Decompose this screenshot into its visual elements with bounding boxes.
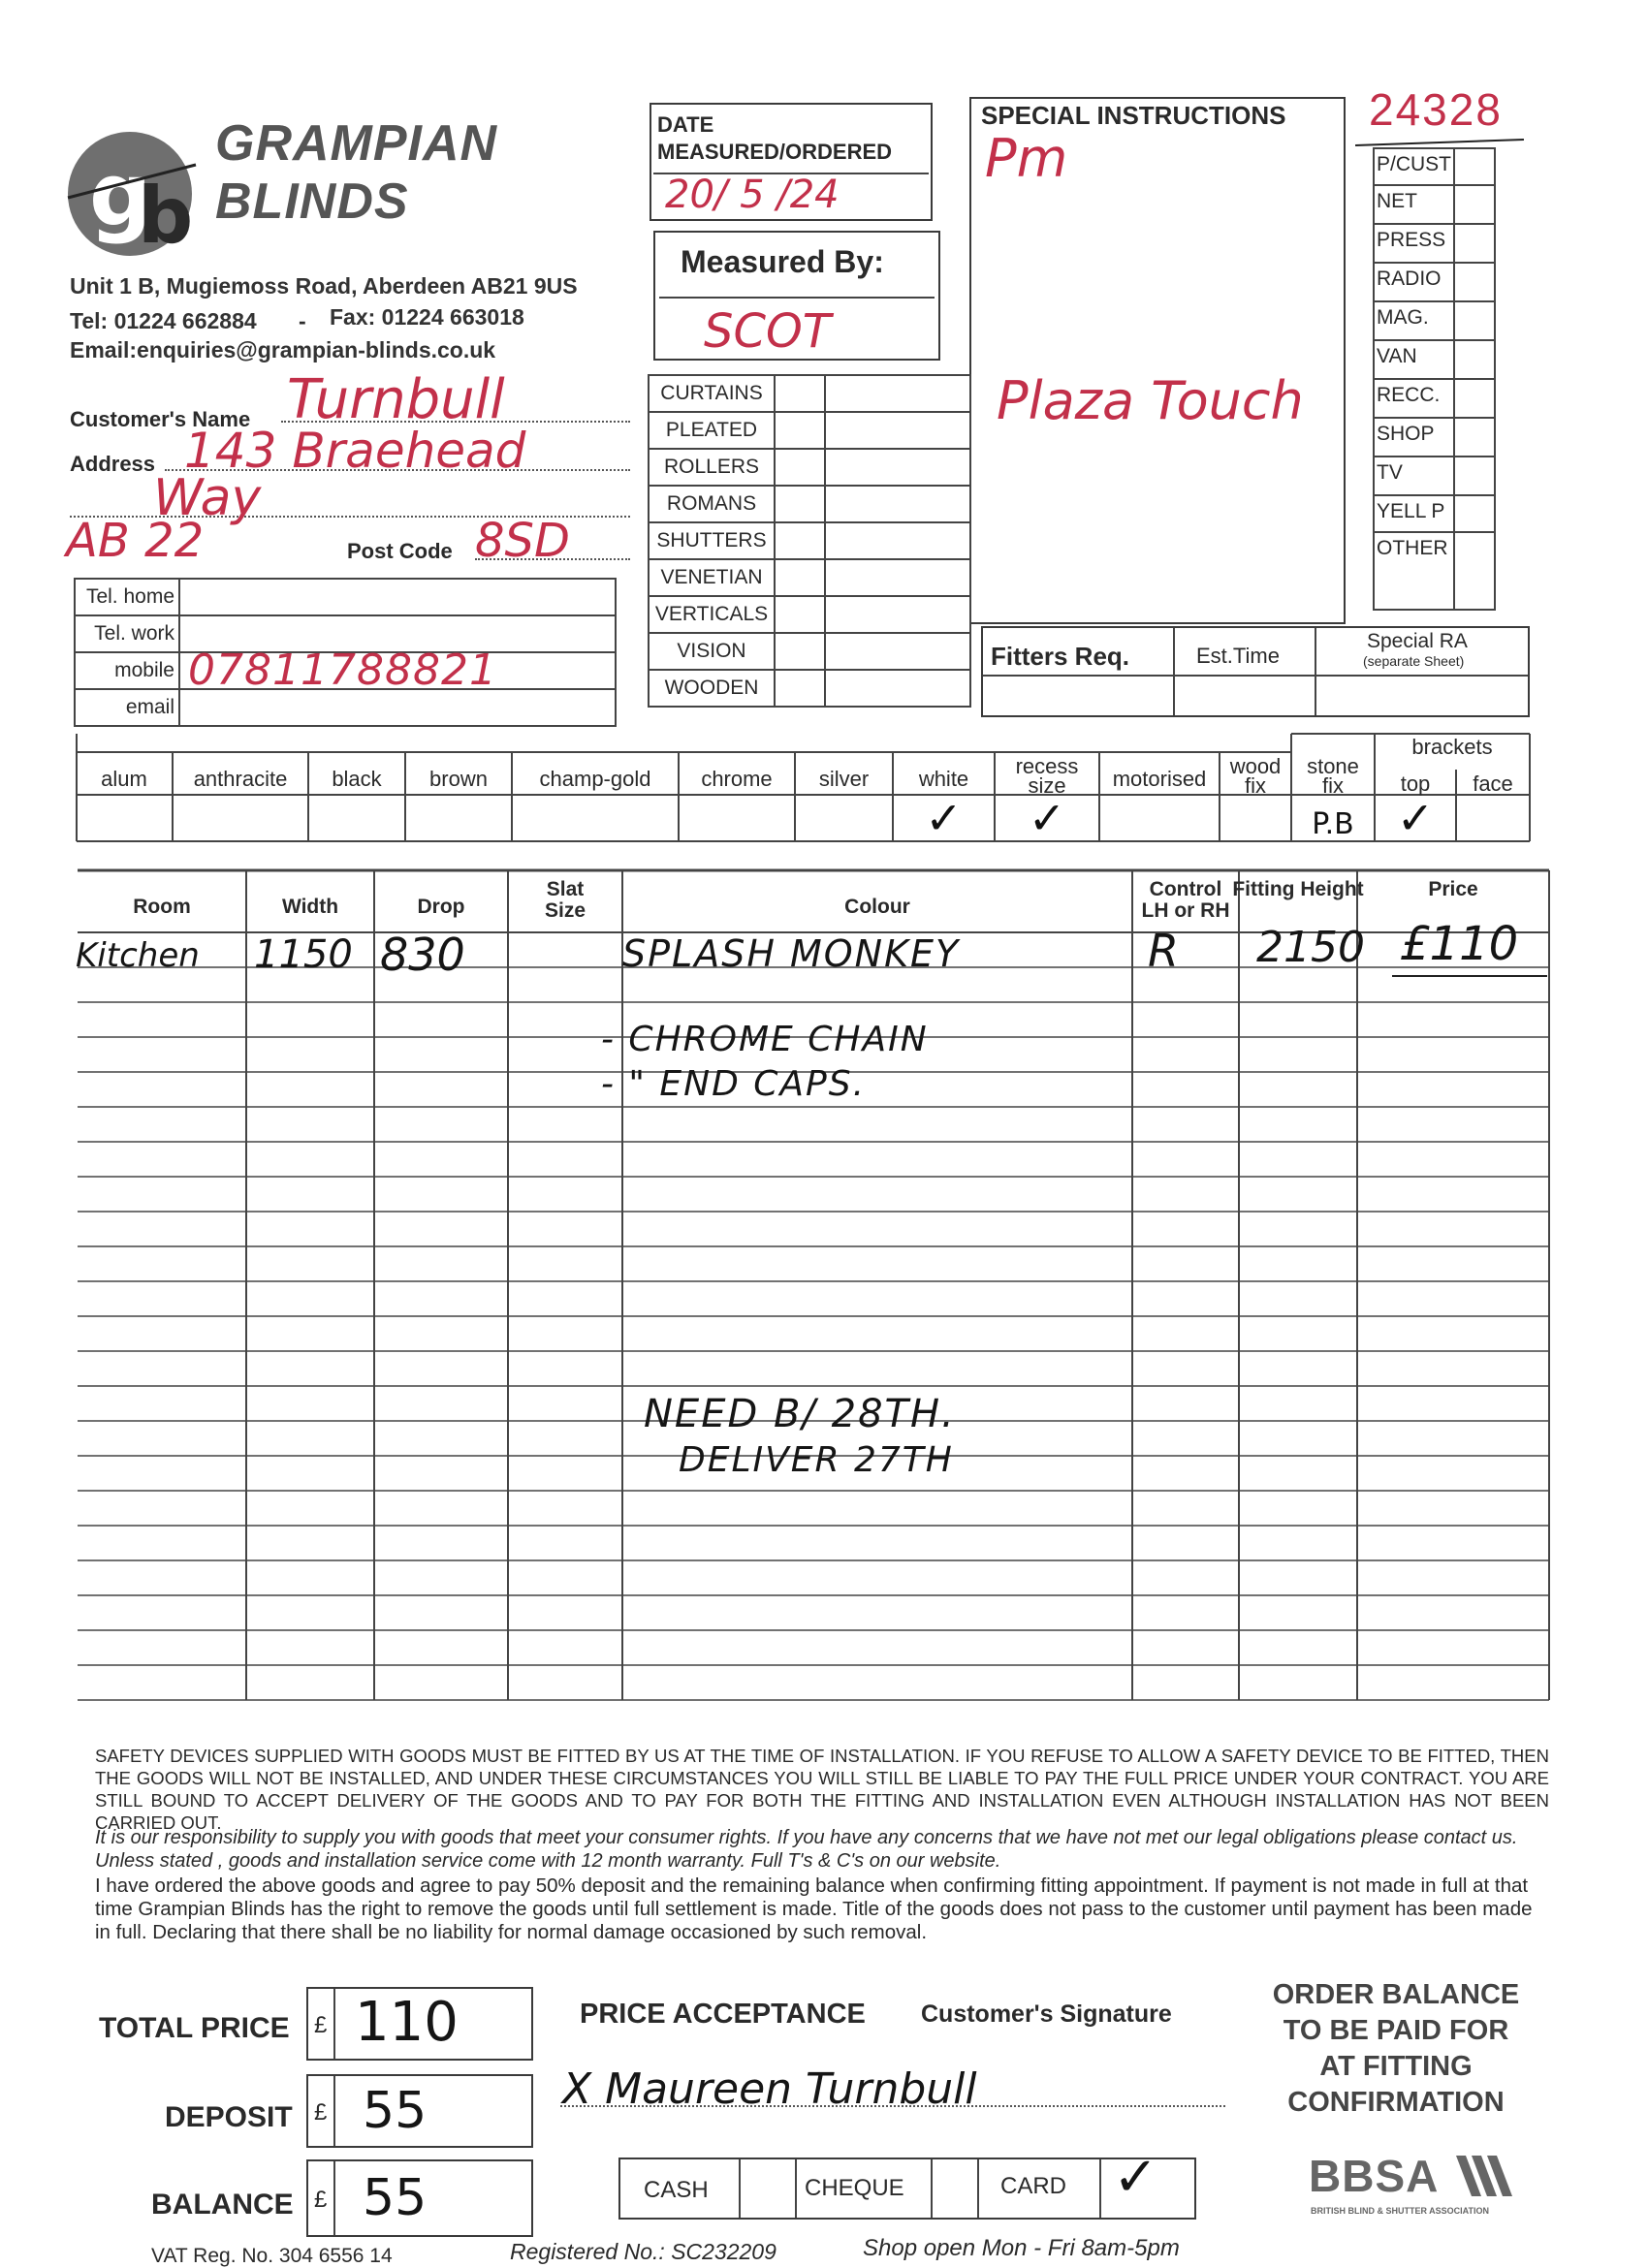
order-note-4[interactable]: DELIVER 27TH (679, 1440, 954, 1480)
product-type-label: CURTAINS (649, 375, 775, 412)
fitters-box (981, 626, 1530, 717)
row1-fitting-height[interactable]: 2150 (1256, 923, 1365, 972)
finish-label: stone fix (1307, 754, 1359, 798)
order-header: Colour (844, 896, 910, 918)
order-header: Room (133, 896, 191, 918)
address-line1-value[interactable]: 143 Braehead (184, 423, 526, 479)
payment-cash[interactable]: CASH (644, 2177, 709, 2203)
source-row (1374, 495, 1495, 532)
source-label: TV (1374, 457, 1454, 495)
balance-currency: £ (314, 2187, 328, 2213)
finish-label: face (1473, 772, 1513, 796)
deposit-box-divider (333, 2076, 335, 2146)
order-note-3[interactable]: NEED B/ 28TH. (644, 1392, 956, 1436)
row1-drop[interactable]: 830 (380, 929, 465, 981)
source-row (1374, 418, 1495, 457)
source-row (1374, 185, 1495, 224)
fitters-div-1 (1173, 628, 1175, 715)
terms-safety: SAFETY DEVICES SUPPLIED WITH GOODS MUST BE FITTED BY US AT THE TIME OF INSTALLATION. IF YOU REFUSE TO ALLOW A SAFETY DEVICE TO BE FITTED, THEN THE GOODS WILL NOT BE INSTALLED, AND UNDER THESE CIRCUMSTANCES YOU WILL STILL BE LIABLE TO PAY THE FULL PRICE UNDER YOUR CONTRACT. YOU ARE STILL BOUND TO ACCEPT DELIVERY OF THE GOODS AND TO PAY FOR BOTH THE FITTING AND INSTALLATION EVEN ALTHOUGH INSTALLATION HAS NOT BEEN CARRIED OUT. (95, 1746, 1549, 1833)
total-currency: £ (314, 2012, 328, 2038)
finish-mark[interactable]: ✓ (925, 792, 963, 843)
customer-signature[interactable]: X Maureen Turnbull (562, 2064, 977, 2114)
fitters-label: Fitters Req. (991, 642, 1130, 671)
row1-colour[interactable]: SPLASH MONKEY (622, 932, 961, 975)
product-type-qty[interactable] (775, 633, 825, 670)
registered-number: Registered No.: SC232209 (510, 2239, 776, 2264)
order-balance-line2: TO BE PAID FOR (1283, 2015, 1509, 2046)
source-label: SHOP (1374, 418, 1454, 457)
finish-label: anthracite (193, 767, 288, 791)
order-note-1[interactable]: - CHROME CHAIN (601, 1020, 929, 1059)
source-checkbox[interactable] (1454, 263, 1495, 301)
postcode-label: Post Code (347, 539, 453, 563)
address-line2-value[interactable]: Way (153, 469, 262, 527)
product-type-row (649, 412, 970, 449)
phone-row (75, 579, 616, 615)
order-header: Width (281, 896, 339, 918)
terms-consumer-rights: It is our responsibility to supply you with goods that meet your consumer rights. If you have any concerns that we have not met our legal obligations please contact us. Unless stated , goods and installation service come with 12 month warranty. Full T's & C's on our website. (95, 1827, 1518, 1872)
pay-div-3 (931, 2159, 933, 2218)
product-type-qty[interactable] (775, 449, 825, 486)
deposit-label: DEPOSIT (165, 2101, 293, 2133)
form-number: 24328 (1369, 84, 1503, 135)
fitters-est-time: Est.Time (1196, 644, 1280, 668)
finish-label: white (918, 767, 969, 791)
order-header: Price (1428, 878, 1478, 900)
finish-label: top (1400, 772, 1431, 796)
bbsa-logo: BBSA (1309, 2151, 1440, 2201)
source-row (1374, 263, 1495, 301)
company-address: Unit 1 B, Mugiemoss Road, Aberdeen AB21 9US (70, 273, 578, 299)
product-type-qty[interactable] (775, 559, 825, 596)
product-type-notes[interactable] (825, 559, 970, 596)
deposit-box (306, 2074, 533, 2148)
phone-label: mobile (75, 652, 179, 689)
source-row (1374, 301, 1495, 340)
special-instructions-line1[interactable]: Pm (985, 128, 1068, 189)
product-type-notes[interactable] (825, 412, 970, 449)
date-value[interactable]: 20/ 5 /24 (665, 173, 840, 217)
fitters-row-divider (983, 675, 1528, 677)
source-row (1374, 148, 1495, 185)
special-instructions-line2[interactable]: Plaza Touch (997, 370, 1304, 431)
fitters-div-2 (1315, 628, 1316, 715)
company-name-line1: GRAMPIAN (215, 115, 498, 172)
order-header: Control LH or RH (1141, 878, 1230, 922)
address-label: Address (70, 452, 156, 476)
measured-by-box (653, 231, 940, 361)
source-label: RADIO (1374, 263, 1454, 301)
product-type-label: WOODEN (649, 670, 775, 707)
product-type-label: ROMANS (649, 486, 775, 522)
source-checkbox[interactable] (1454, 532, 1495, 610)
phone-value[interactable] (179, 579, 616, 615)
finish-mark[interactable]: ✓ (1028, 792, 1066, 843)
product-type-notes[interactable] (825, 375, 970, 412)
date-label-2: MEASURED/ORDERED (657, 140, 893, 164)
order-balance-line1: ORDER BALANCE (1272, 1979, 1520, 2010)
source-checkbox[interactable] (1454, 301, 1495, 340)
source-label: YELL P (1374, 495, 1454, 532)
form-number-underline (1355, 139, 1524, 146)
product-type-notes[interactable] (825, 522, 970, 559)
product-type-qty[interactable] (775, 412, 825, 449)
total-price-label: TOTAL PRICE (99, 2012, 290, 2044)
tel-fax-dash: - (299, 308, 306, 333)
source-checklist (1373, 147, 1496, 611)
source-row (1374, 532, 1495, 610)
pay-div-1 (739, 2159, 741, 2218)
pay-div-4 (977, 2159, 979, 2218)
finish-label: brown (429, 767, 488, 791)
pay-div-2 (795, 2159, 797, 2218)
row1-underline (1392, 975, 1547, 977)
product-type-qty[interactable] (775, 596, 825, 633)
total-price-value[interactable]: 110 (355, 1991, 459, 2054)
company-logo (60, 118, 206, 264)
product-type-label: PLEATED (649, 412, 775, 449)
balance-box (306, 2159, 533, 2237)
fitters-special-ra-sub: (separate Sheet) (1363, 653, 1465, 669)
product-type-label: SHUTTERS (649, 522, 775, 559)
brackets-label: brackets (1411, 735, 1493, 759)
source-checkbox[interactable] (1454, 379, 1495, 418)
product-type-label: VERTICALS (649, 596, 775, 633)
customer-name[interactable]: Turnbull (287, 368, 505, 431)
order-header: Slat Size (544, 878, 586, 922)
company-tel: Tel: 01224 662884 (70, 308, 257, 333)
source-checkbox[interactable] (1454, 340, 1495, 379)
balance-box-divider (333, 2161, 335, 2235)
price-acceptance-label: PRICE ACCEPTANCE (580, 1999, 866, 2030)
total-box-divider (333, 1989, 335, 2059)
product-type-row (649, 596, 970, 633)
source-label: NET (1374, 185, 1454, 224)
source-label: VAN (1374, 340, 1454, 379)
product-type-notes[interactable] (825, 449, 970, 486)
source-checkbox[interactable] (1454, 418, 1495, 457)
pay-div-5 (1099, 2159, 1101, 2218)
finish-label: alum (101, 767, 147, 791)
source-row (1374, 340, 1495, 379)
bbsa-subtitle: BRITISH BLIND & SHUTTER ASSOCIATION (1311, 2206, 1489, 2216)
source-row (1374, 379, 1495, 418)
phone-label: Tel. home (75, 579, 179, 615)
payment-cheque[interactable]: CHEQUE (805, 2175, 904, 2201)
source-checkbox[interactable] (1454, 185, 1495, 224)
source-label: OTHER (1374, 532, 1454, 610)
measured-by-divider (659, 297, 935, 299)
source-label: MAG. (1374, 301, 1454, 340)
product-type-notes[interactable] (825, 670, 970, 707)
source-row (1374, 457, 1495, 495)
product-type-notes[interactable] (825, 596, 970, 633)
company-name-line2: BLINDS (215, 173, 409, 230)
vat-number: VAT Reg. No. 304 6556 14 (151, 2245, 393, 2267)
order-balance-line4: CONFIRMATION (1287, 2087, 1505, 2118)
product-type-row (649, 375, 970, 412)
row1-price[interactable]: £110 (1400, 917, 1519, 971)
product-type-qty[interactable] (775, 670, 825, 707)
measured-by-value[interactable]: SCOT (704, 304, 832, 359)
finishes-grid (76, 733, 1532, 848)
special-instructions-box (969, 97, 1346, 624)
payment-card[interactable]: CARD (1000, 2173, 1067, 2199)
product-type-qty[interactable] (775, 522, 825, 559)
source-label: PRESS (1374, 224, 1454, 263)
product-type-row (649, 522, 970, 559)
source-label: P/CUST (1374, 148, 1454, 185)
deposit-currency: £ (314, 2099, 328, 2126)
row1-width[interactable]: 1150 (254, 932, 353, 977)
total-price-box (306, 1987, 533, 2061)
order-table (76, 868, 1551, 1755)
date-label-1: DATE (657, 112, 714, 137)
row1-control[interactable]: R (1148, 925, 1179, 977)
finish-label: wood fix (1229, 754, 1282, 798)
company-email: Email:enquiries@grampian-blinds.co.uk (70, 337, 496, 362)
svg-text:g: g (89, 144, 152, 246)
product-type-qty[interactable] (775, 375, 825, 412)
order-balance-notice (1260, 1977, 1532, 2121)
special-instructions-label: SPECIAL INSTRUCTIONS (981, 101, 1286, 130)
phone-value[interactable]: 07811788821 (179, 652, 616, 689)
postcode-value[interactable]: 8SD (475, 514, 570, 568)
product-type-notes[interactable] (825, 633, 970, 670)
phone-row (75, 652, 616, 689)
finish-mark[interactable]: ✓ (1396, 792, 1435, 843)
signature-line (560, 2105, 1225, 2107)
finish-label: black (332, 767, 382, 791)
deposit-value[interactable]: 55 (363, 2082, 428, 2140)
source-checkbox[interactable] (1454, 457, 1495, 495)
postcode-prefix[interactable]: AB 22 (66, 514, 205, 568)
product-type-label: VISION (649, 633, 775, 670)
product-type-row (649, 633, 970, 670)
svg-text:b: b (138, 171, 194, 261)
phone-label: Tel. work (75, 615, 179, 652)
product-type-row (649, 449, 970, 486)
finish-mark[interactable]: P.B (1312, 807, 1354, 841)
date-box (650, 103, 933, 221)
product-type-row (649, 670, 970, 707)
finish-label: chrome (701, 767, 773, 791)
product-type-label: ROLLERS (649, 449, 775, 486)
source-checkbox[interactable] (1454, 148, 1495, 185)
product-type-table (648, 374, 971, 708)
source-label: RECC. (1374, 379, 1454, 418)
row1-room[interactable]: Kitchen (76, 936, 200, 975)
product-type-qty[interactable] (775, 486, 825, 522)
finish-label: silver (818, 767, 870, 791)
product-type-row (649, 559, 970, 596)
order-note-2[interactable]: - " END CAPS. (601, 1064, 867, 1104)
company-fax: Fax: 01224 663018 (330, 304, 524, 330)
measured-by-label: Measured By: (681, 244, 884, 279)
source-checkbox[interactable] (1454, 224, 1495, 263)
finish-label: recess size (1015, 754, 1079, 798)
bbsa-stripes-icon (1456, 2156, 1534, 2201)
payment-card-mark[interactable]: ✓ (1113, 2146, 1158, 2209)
order-table-svg (76, 868, 1551, 1750)
phone-table (74, 578, 617, 727)
product-type-row (649, 486, 970, 522)
product-type-label: VENETIAN (649, 559, 775, 596)
source-checkbox[interactable] (1454, 495, 1495, 532)
terms-deposit: I have ordered the above goods and agree to pay 50% deposit and the remaining balance when confirming fitting appointment. If payment is not made in full at that time Grampian Blinds has the right to remove the goods until full settlement is made. Title of the goods does not pass to the customer until payment has been made in full. Declaring that there shall be no liability for normal damage occasioned by such removal. (95, 1874, 1533, 1943)
order-header: Fitting Height (1232, 878, 1364, 900)
balance-value[interactable]: 55 (363, 2169, 428, 2227)
product-type-notes[interactable] (825, 486, 970, 522)
finish-label: motorised (1112, 767, 1207, 791)
shop-hours: Shop open Mon - Fri 8am-5pm (863, 2235, 1180, 2261)
finish-label: champ-gold (539, 767, 651, 791)
customer-signature-label: Customer's Signature (921, 2000, 1172, 2028)
customer-name-label: Customer's Name (70, 407, 251, 431)
fitters-special-ra: Special RA (1367, 630, 1468, 652)
balance-label: BALANCE (151, 2189, 294, 2221)
source-row (1374, 224, 1495, 263)
order-header: Drop (417, 896, 465, 918)
finishes-svg (76, 733, 1532, 843)
order-balance-line3: AT FITTING (1319, 2051, 1473, 2082)
phone-label: email (75, 689, 179, 726)
payment-method-box (618, 2146, 1196, 2220)
